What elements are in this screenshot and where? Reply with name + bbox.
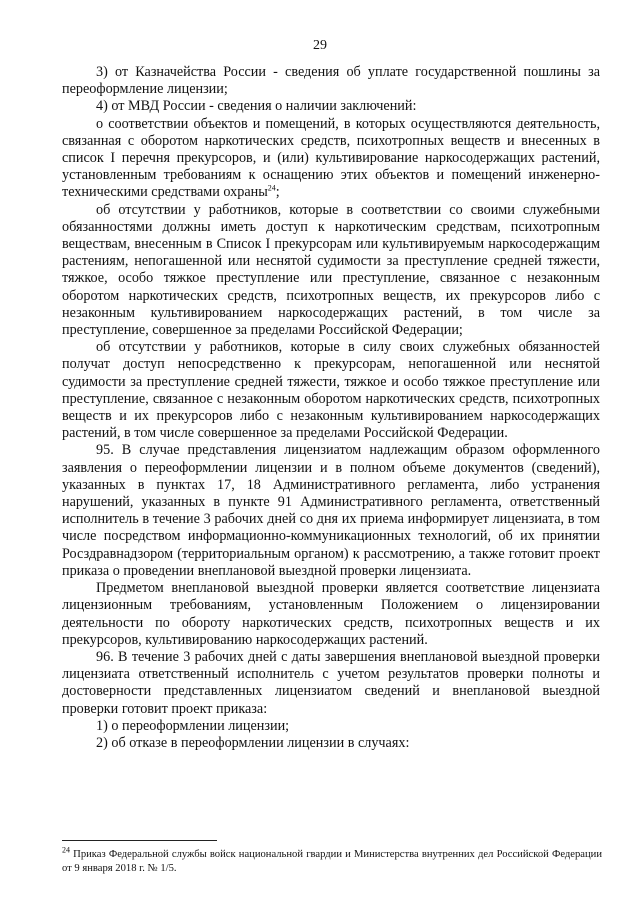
paragraph-mvd: 4) от МВД России - сведения о наличии заключений: — [96, 98, 417, 115]
footnote-text: Приказ Федеральной службы войск национальной гвардии и Министерства внутренних дел Российской Федерации от 9 января 2018 г. № 1/5. — [62, 849, 602, 874]
paragraph-96: 96. В течение 3 рабочих дней с даты завершения внеплановой выездной проверки лицензиата ответственный исполнитель с учетом результатов проверки полноты и достоверности представленных лицензиатом сведений и внеплановой выездной проверки готовит проект приказа: — [62, 648, 600, 717]
footnote-divider — [62, 840, 217, 841]
footnote — [62, 845, 602, 876]
list-item-refusal: 2) об отказе в переоформлении лицензии в случаях: — [96, 734, 410, 751]
paragraph-employees-precursors: об отсутствии у работников, которые в силу своих служебных обязанностей получат доступ непосредственно к прекурсорам, непогашенной или неснятой судимости за преступление средней тяжести, тяжкое и особо тяжкое преступление или преступление, связанное с незаконным оборотом наркотических средств, психотропных веществ и их прекурсоров либо с незаконным культивированием наркосодержащих растений, в том числе совершенное за пределами Российской Федерации. — [62, 339, 600, 442]
paragraph-95: 95. В случае представления лицензиатом надлежащим образом оформленного заявления о переоформлении лицензии и в полном объеме документов (сведений), указанных в пунктах 17, 18 Административного регламента, либо устранения нарушений, указанных в пункте 91 Административного регламента, ответственный исполнитель в течение 3 рабочих дней со дня их приема информирует лицензиата, в том числе посредством информационно-коммуникационных технологий, об их принятии Росздравнадзором (территориальным органом) к рассмотрению, а также готовит проект приказа о проведении внеплановой выездной проверки лицензиата. — [62, 442, 600, 579]
paragraph-facilities-tail: ; — [275, 184, 280, 201]
list-item-reissue: 1) о переоформлении лицензии; — [96, 717, 290, 734]
footnote-reference[interactable]: 24 — [267, 183, 276, 193]
paragraph-facilities — [62, 116, 600, 202]
paragraph-treasury: 3) от Казначейства России - сведения об уплате государственной пошлины за переоформление лицензии; — [62, 64, 600, 98]
document-body — [62, 64, 600, 752]
page-number: 29 — [313, 38, 327, 53]
paragraph-employees-access: об отсутствии у работников, которые в соответствии со своими служебными обязанностями должны иметь доступ к наркотическим средствам, психотропным веществам, внесенным в Список I прекурсорам или культивируемым наркосодержащим растениям, непогашенной или неснятой судимости за преступление средней тяжести, тяжкое, особо тяжкое преступление или преступление, связанное с незаконным оборотом наркотических средств, психотропных веществ, их прекурсоров либо с незаконным культивированием наркосодержащих растений, в том числе за преступление, совершенное за пределами Российской Федерации; — [62, 201, 600, 339]
paragraph-facilities-text: о соответствии объектов и помещений, в которых осуществляются деятельность, связанная с оборотом наркотических средств, психотропных веществ и внесенных в список I перечня прекурсоров, и (или) культивирование наркосодержащих растений, установленным требованиям к оснащению этих объектов и помещений инженерно-техническими средствами охраны — [62, 115, 600, 201]
footnote-number: 24 — [62, 845, 70, 855]
paragraph-inspection-subject: Предметом внеплановой выездной проверки является соответствие лицензиата лицензионным требованиям, установленным Положением о лицензировании деятельности по обороту наркотических средств, психотропных веществ и их прекурсоров, культивированию наркосодержащих растений. — [62, 580, 600, 648]
